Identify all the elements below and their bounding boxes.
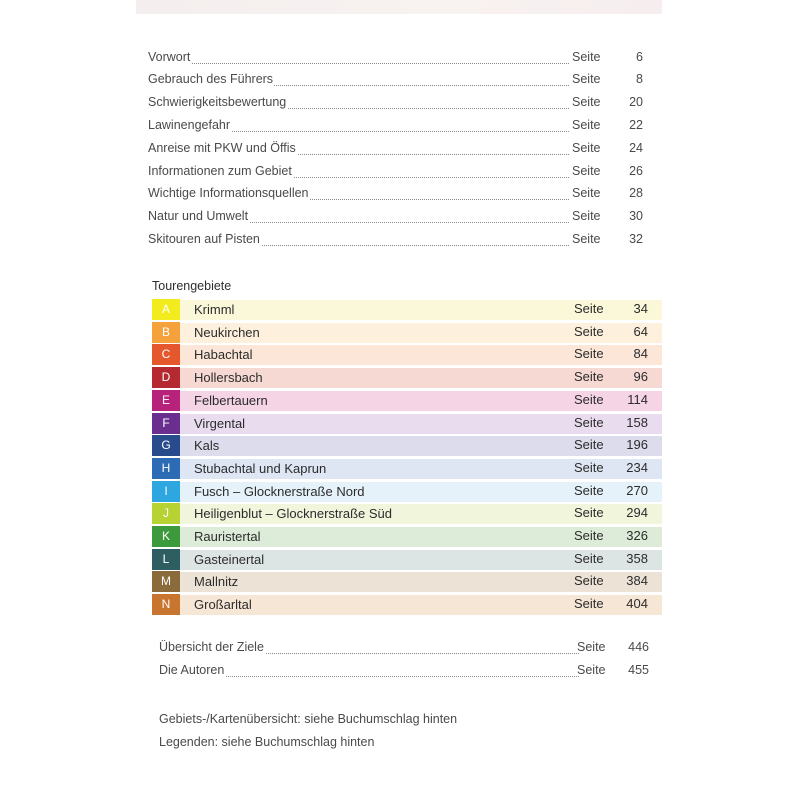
toc-entry-schwierigkeit[interactable] bbox=[148, 95, 643, 115]
toc-entry-gebrauch[interactable] bbox=[148, 72, 643, 92]
tour-area-f[interactable] bbox=[152, 413, 662, 434]
toc-label: Gebrauch des Führers bbox=[148, 72, 274, 86]
toc-entry-lawinengefahr[interactable] bbox=[148, 118, 643, 138]
area-page-number: 196 bbox=[626, 437, 648, 453]
area-letter-badge: I bbox=[152, 481, 180, 502]
toc-page-number: 30 bbox=[629, 209, 643, 223]
area-seite: Seite bbox=[574, 346, 604, 362]
tour-area-n[interactable] bbox=[152, 594, 662, 615]
tour-area-e[interactable] bbox=[152, 390, 662, 411]
toc-seite: Seite bbox=[572, 118, 601, 132]
area-name: Kals bbox=[194, 438, 220, 454]
toc-label: Anreise mit PKW und Öffis bbox=[148, 141, 296, 155]
toc-entry-vorwort[interactable] bbox=[148, 50, 643, 70]
area-name: Neukirchen bbox=[194, 324, 260, 340]
area-page-number: 326 bbox=[626, 528, 648, 543]
area-letter-badge: B bbox=[152, 322, 180, 343]
area-seite: Seite bbox=[574, 528, 604, 543]
toc-entry-autoren[interactable] bbox=[159, 663, 649, 683]
area-letter-badge: J bbox=[152, 503, 180, 524]
area-page-number: 34 bbox=[633, 301, 648, 316]
area-name: Krimml bbox=[194, 302, 235, 317]
area-letter-badge: L bbox=[152, 549, 180, 570]
toc-entry-informationen[interactable] bbox=[148, 164, 643, 184]
area-letter-badge: A bbox=[152, 299, 180, 320]
toc-page-number: 22 bbox=[629, 118, 643, 132]
toc-seite: Seite bbox=[572, 232, 601, 246]
toc-page bbox=[136, 14, 666, 800]
toc-seite: Seite bbox=[577, 663, 606, 677]
area-name: Mallnitz bbox=[194, 574, 239, 590]
toc-entry-uebersicht[interactable] bbox=[159, 640, 649, 660]
area-page-number: 270 bbox=[626, 482, 648, 498]
area-name: Heiligenblut – Glocknerstraße Süd bbox=[194, 506, 392, 522]
tour-area-d[interactable] bbox=[152, 367, 662, 388]
area-seite: Seite bbox=[574, 459, 604, 475]
area-page-number: 114 bbox=[627, 391, 648, 407]
toc-entry-natur[interactable] bbox=[148, 209, 643, 229]
page-top-band bbox=[136, 0, 662, 14]
area-page-number: 84 bbox=[633, 346, 648, 362]
toc-seite: Seite bbox=[572, 186, 601, 200]
area-letter-badge: D bbox=[152, 367, 180, 388]
tour-area-m[interactable] bbox=[152, 571, 662, 592]
toc-entry-informationsquellen[interactable] bbox=[148, 186, 643, 206]
area-name: Habachtal bbox=[194, 347, 253, 363]
leader-dots bbox=[148, 62, 569, 64]
area-letter-badge: G bbox=[152, 435, 180, 456]
area-letter-badge: M bbox=[152, 571, 180, 592]
area-letter-badge: E bbox=[152, 390, 180, 411]
area-seite: Seite bbox=[574, 573, 604, 589]
toc-entry-anreise[interactable] bbox=[148, 141, 643, 161]
area-seite: Seite bbox=[574, 596, 604, 612]
toc-page-number: 6 bbox=[636, 50, 643, 64]
area-seite: Seite bbox=[574, 391, 604, 407]
toc-label: Vorwort bbox=[148, 50, 191, 64]
area-page-number: 384 bbox=[626, 573, 648, 589]
toc-page-number: 20 bbox=[629, 95, 643, 109]
area-seite: Seite bbox=[574, 437, 604, 453]
area-seite: Seite bbox=[574, 414, 604, 430]
toc-label: Lawinengefahr bbox=[148, 118, 231, 132]
toc-label: Natur und Umwelt bbox=[148, 209, 249, 223]
tour-area-k[interactable] bbox=[152, 526, 662, 547]
tour-area-j[interactable] bbox=[152, 503, 662, 524]
area-name: Gasteinertal bbox=[194, 551, 265, 567]
toc-seite: Seite bbox=[577, 640, 606, 654]
area-page-number: 294 bbox=[626, 505, 648, 521]
toc-page-number: 28 bbox=[629, 186, 643, 200]
area-name: Hollersbach bbox=[194, 370, 263, 386]
area-name: Virgental bbox=[194, 415, 246, 431]
toc-entry-skitouren[interactable] bbox=[148, 232, 643, 252]
area-name: Felbertauern bbox=[194, 392, 268, 408]
tour-area-a[interactable] bbox=[152, 299, 662, 320]
toc-label: Wichtige Informationsquellen bbox=[148, 186, 309, 200]
toc-page-number: 446 bbox=[628, 640, 649, 654]
toc-page-number: 8 bbox=[636, 72, 643, 86]
section-heading-tourengebiete: Tourengebiete bbox=[152, 279, 232, 293]
tour-area-c[interactable] bbox=[152, 344, 662, 365]
area-seite: Seite bbox=[574, 505, 604, 521]
toc-label: Skitouren auf Pisten bbox=[148, 232, 260, 246]
area-page-number: 358 bbox=[626, 550, 648, 566]
area-letter-badge: H bbox=[152, 458, 180, 479]
area-name: Fusch – Glocknerstraße Nord bbox=[194, 483, 365, 499]
toc-seite: Seite bbox=[572, 209, 601, 223]
area-page-number: 158 bbox=[626, 414, 648, 430]
tour-area-b[interactable] bbox=[152, 322, 662, 343]
area-page-number: 96 bbox=[633, 369, 648, 385]
area-letter-badge: K bbox=[152, 526, 180, 547]
area-letter-badge: N bbox=[152, 594, 180, 615]
tour-area-l[interactable] bbox=[152, 549, 662, 570]
area-name: Großarltal bbox=[194, 597, 252, 613]
tour-area-i[interactable] bbox=[152, 481, 662, 502]
toc-seite: Seite bbox=[572, 164, 601, 178]
area-letter-badge: F bbox=[152, 413, 180, 434]
area-seite: Seite bbox=[574, 550, 604, 566]
toc-page-number: 24 bbox=[629, 141, 643, 155]
area-page-number: 64 bbox=[633, 323, 648, 339]
toc-seite: Seite bbox=[572, 72, 601, 86]
note-legenden: Legenden: siehe Buchumschlag hinten bbox=[159, 735, 375, 749]
area-seite: Seite bbox=[574, 482, 604, 498]
toc-label: Übersicht der Ziele bbox=[159, 640, 264, 654]
area-seite: Seite bbox=[574, 301, 604, 316]
toc-label: Die Autoren bbox=[159, 663, 225, 677]
area-letter-badge: C bbox=[152, 344, 180, 365]
note-kartenuebersicht: Gebiets-/Kartenübersicht: siehe Buchumschlag hinten bbox=[159, 712, 458, 726]
toc-seite: Seite bbox=[572, 141, 601, 155]
area-name: Stubachtal und Kaprun bbox=[194, 460, 327, 476]
toc-label: Informationen zum Gebiet bbox=[148, 164, 292, 178]
toc-seite: Seite bbox=[572, 50, 601, 64]
tour-area-h[interactable] bbox=[152, 458, 662, 479]
toc-label: Schwierigkeitsbewertung bbox=[148, 95, 287, 109]
toc-page-number: 455 bbox=[628, 663, 649, 677]
area-seite: Seite bbox=[574, 323, 604, 339]
area-name: Rauristertal bbox=[194, 529, 261, 544]
area-page-number: 404 bbox=[626, 596, 648, 612]
area-seite: Seite bbox=[574, 369, 604, 385]
toc-page-number: 32 bbox=[629, 232, 643, 246]
tour-area-g[interactable] bbox=[152, 435, 662, 456]
toc-page-number: 26 bbox=[629, 164, 643, 178]
area-page-number: 234 bbox=[626, 459, 648, 475]
toc-seite: Seite bbox=[572, 95, 601, 109]
